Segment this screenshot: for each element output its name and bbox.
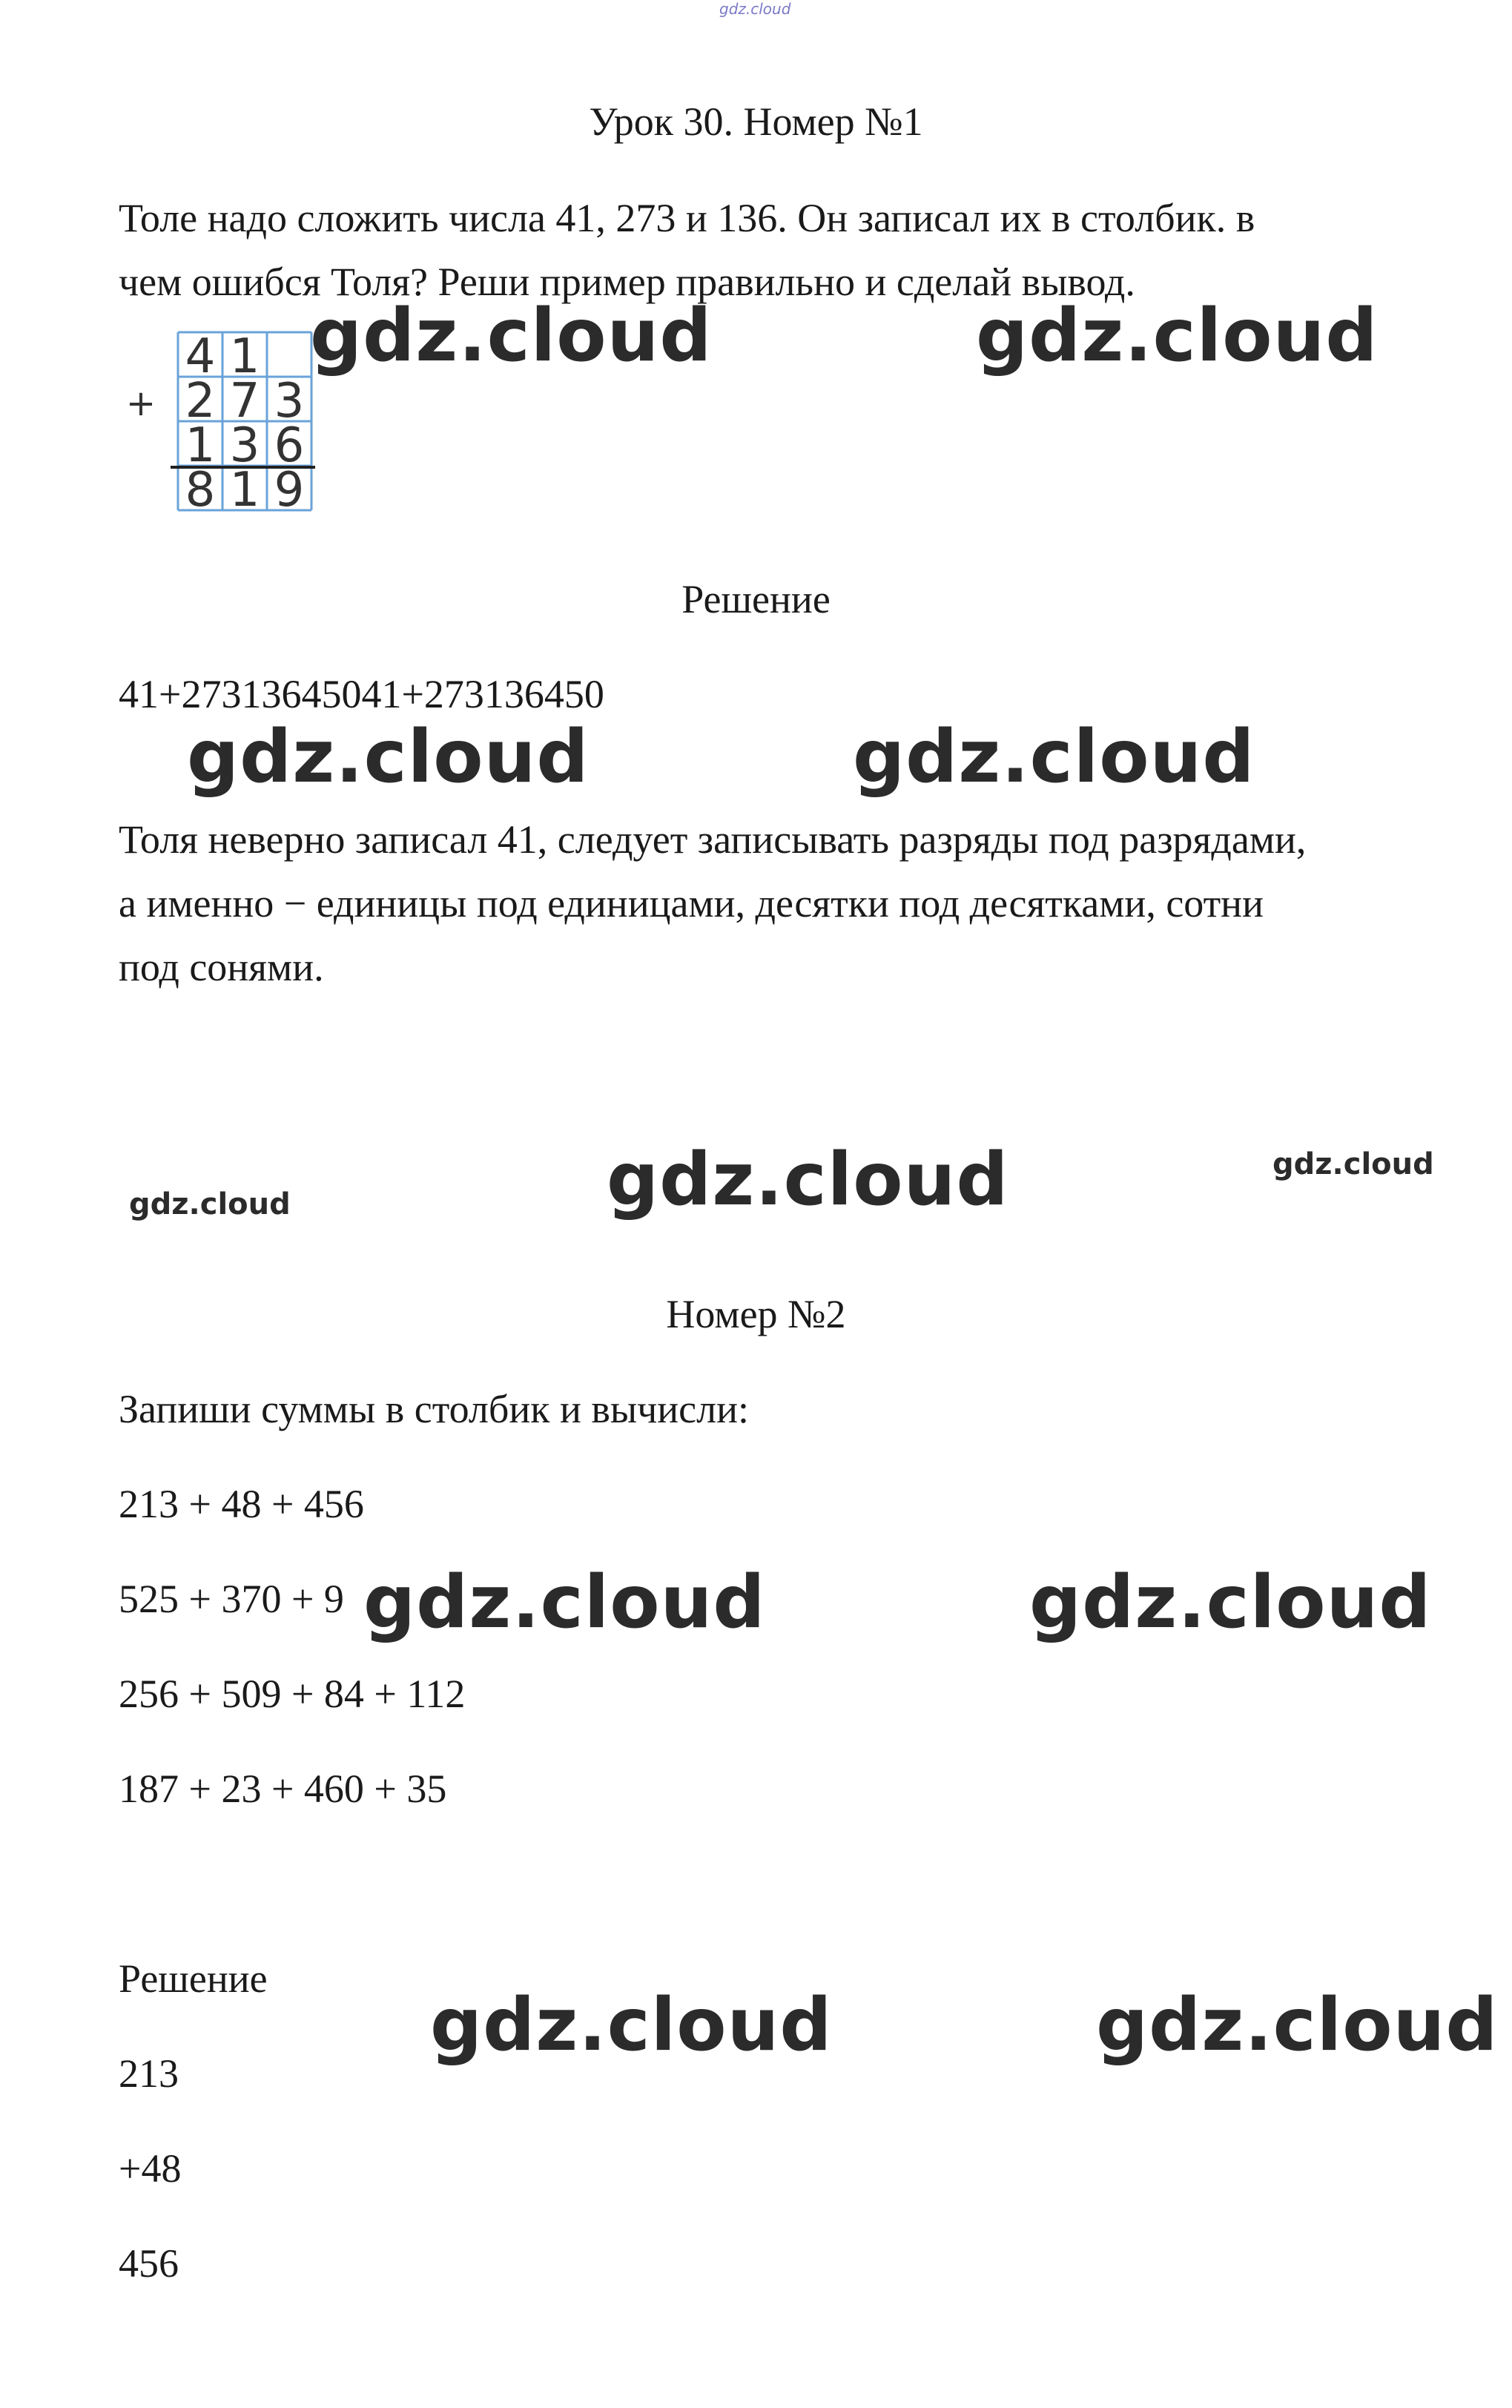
task2-solution-line-3: 456 bbox=[119, 2241, 179, 2286]
task1-conclusion-line3: под сонями. bbox=[119, 945, 324, 989]
task2-title: Номер №2 bbox=[666, 1292, 846, 1336]
lesson-title: Урок 30. Номер №1 bbox=[589, 99, 923, 144]
watermark: gdz.cloud bbox=[976, 294, 1379, 378]
task2-solution-line-1: 213 bbox=[119, 2051, 179, 2096]
watermark: gdz.cloud bbox=[607, 1138, 1009, 1222]
watermark: gdz.cloud bbox=[1272, 1147, 1434, 1181]
digit-r3-c1: 1 bbox=[185, 418, 216, 473]
task2-solution-line-2: +48 bbox=[119, 2146, 182, 2191]
watermark: gdz.cloud bbox=[310, 294, 713, 378]
watermark: gdz.cloud bbox=[853, 715, 1255, 799]
task2-sum-3: 256 + 509 + 84 + 112 bbox=[119, 1672, 466, 1716]
plus-sign: + bbox=[125, 383, 156, 424]
task2-sum-2: 525 + 370 + 9 bbox=[119, 1577, 344, 1621]
watermark: gdz.cloud bbox=[1029, 1560, 1432, 1645]
watermark: gdz.cloud bbox=[363, 1560, 766, 1645]
digit-r1-c1: 4 bbox=[185, 329, 216, 384]
column-addition-figure bbox=[119, 326, 326, 527]
watermark: gdz.cloud bbox=[430, 1983, 833, 2068]
grid-figure bbox=[119, 326, 326, 527]
watermark: gdz.cloud bbox=[187, 715, 590, 799]
task2-sum-1: 213 + 48 + 456 bbox=[119, 1482, 364, 1526]
header-watermark: gdz.cloud bbox=[719, 0, 791, 18]
digit-res-c3: 9 bbox=[274, 463, 305, 518]
digit-res-c2: 1 bbox=[229, 463, 260, 518]
task1-conclusion-line2: а именно − единицы под единицами, десятки под десятками, сотни bbox=[119, 881, 1264, 926]
watermark: gdz.cloud bbox=[129, 1187, 291, 1221]
task1-conclusion-line1: Толя неверно записал 41, следует записывать разряды под разрядами, bbox=[119, 817, 1307, 862]
digit-r3-c3: 6 bbox=[274, 418, 305, 473]
digit-r2-c1: 2 bbox=[185, 374, 216, 429]
digit-r2-c3: 3 bbox=[274, 374, 305, 429]
task1-solution-expression: 41+27313645041+273136450 bbox=[119, 672, 604, 716]
task1-text-line2: чем ошибся Толя? Реши пример правильно и сделай вывод. bbox=[119, 260, 1135, 304]
watermark: gdz.cloud bbox=[1096, 1983, 1499, 2068]
digit-r1-c2: 1 bbox=[229, 329, 260, 384]
task2-solution-label: Решение bbox=[119, 1956, 268, 2001]
task2-prompt: Запиши суммы в столбик и вычисли: bbox=[119, 1387, 749, 1431]
digit-res-c1: 8 bbox=[185, 463, 216, 518]
task1-solution-label: Решение bbox=[681, 577, 831, 621]
task2-sum-4: 187 + 23 + 460 + 35 bbox=[119, 1767, 447, 1811]
task1-text-line1: Толе надо сложить числа 41, 273 и 136. Он записал их в столбик. в bbox=[119, 196, 1255, 240]
digit-r2-c2: 7 bbox=[229, 374, 260, 429]
digit-r3-c2: 3 bbox=[229, 418, 260, 473]
